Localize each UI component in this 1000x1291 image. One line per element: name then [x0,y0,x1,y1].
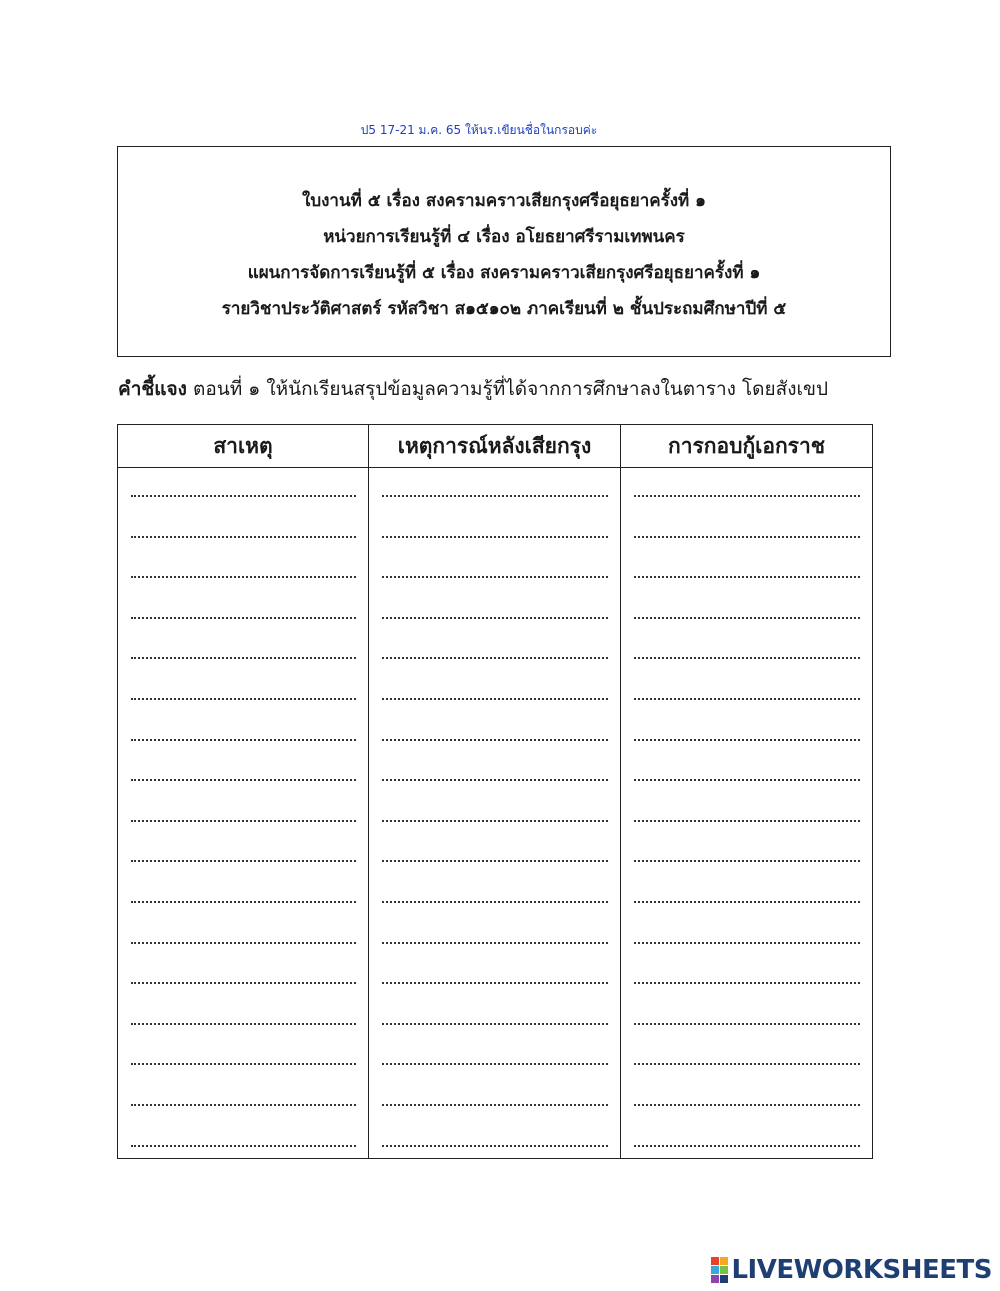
dotted-rule [634,942,860,944]
dotted-rule [634,657,860,659]
dotted-answer-line[interactable] [118,671,368,712]
dotted-answer-line[interactable] [369,915,620,956]
dotted-answer-line[interactable] [621,833,872,874]
dotted-rule [382,495,608,497]
dotted-answer-line[interactable] [621,1077,872,1118]
dotted-answer-line[interactable] [118,874,368,915]
dotted-rule [382,1023,608,1025]
dotted-answer-line[interactable] [621,671,872,712]
dotted-answer-line[interactable] [369,590,620,631]
dotted-answer-line[interactable] [369,509,620,550]
column-header-independence: การกอบกู้เอกราช [621,425,873,468]
dotted-rule [634,1145,860,1147]
dotted-rule [382,820,608,822]
dotted-answer-line[interactable] [369,1036,620,1077]
instruction-label: คำชี้แจง [118,378,187,400]
dotted-rule [382,617,608,619]
logo-block [720,1266,728,1274]
dotted-rule [634,1023,860,1025]
dotted-rule [131,617,356,619]
dotted-answer-line[interactable] [118,468,368,509]
dotted-answer-line[interactable] [621,549,872,590]
instruction [118,374,828,404]
dotted-rule [634,1104,860,1106]
column-header-events: เหตุการณ์หลังเสียกรุง [369,425,621,468]
dotted-answer-line[interactable] [621,590,872,631]
logo-icon [711,1257,728,1283]
dotted-rule [634,698,860,700]
dotted-rule [131,698,356,700]
dotted-rule [131,860,356,862]
dotted-answer-line[interactable] [118,996,368,1037]
dotted-rule [131,1104,356,1106]
worksheet-title-box [117,146,891,357]
worksheet-title: ใบงานที่ ๕ เรื่อง สงครามคราวเสียกรุงศรีอยุธยาครั้งที่ ๑ [302,191,706,211]
dotted-rule [131,1023,356,1025]
dotted-answer-line[interactable] [621,468,872,509]
dotted-rule [634,982,860,984]
dotted-answer-line[interactable] [621,874,872,915]
dotted-rule [382,779,608,781]
events-answer-column[interactable] [369,468,621,1159]
answer-table [117,424,873,1159]
dotted-rule [382,698,608,700]
dotted-answer-line[interactable] [118,955,368,996]
dotted-rule [382,860,608,862]
dotted-rule [382,1104,608,1106]
dotted-rule [131,982,356,984]
dotted-rule [131,576,356,578]
dotted-answer-line[interactable] [369,752,620,793]
dotted-answer-line[interactable] [118,1077,368,1118]
dotted-rule [634,739,860,741]
column-header-causes: สาเหตุ [118,425,369,468]
dotted-answer-line[interactable] [621,630,872,671]
dotted-answer-line[interactable] [369,630,620,671]
learning-unit-line: หน่วยการเรียนรู้ที่ ๔ เรื่อง อโยธยาศรีรามเทพนคร [323,227,685,247]
dotted-rule [382,739,608,741]
logo-text: LIVEWORKSHEETS [731,1255,992,1285]
lesson-plan-line: แผนการจัดการเรียนรู้ที่ ๕ เรื่อง สงครามคราวเสียกรุงศรีอยุธยาครั้งที่ ๑ [247,263,761,283]
dotted-answer-line[interactable] [621,509,872,550]
dotted-answer-line[interactable] [369,1077,620,1118]
dotted-answer-line[interactable] [369,1118,620,1159]
dotted-answer-line[interactable] [621,793,872,834]
logo-block [711,1266,719,1274]
dotted-answer-line[interactable] [621,1036,872,1077]
dotted-answer-line[interactable] [369,671,620,712]
dotted-rule [634,860,860,862]
dotted-rule [131,536,356,538]
dotted-rule [634,820,860,822]
dotted-rule [382,1063,608,1065]
dotted-rule [634,536,860,538]
dotted-rule [131,739,356,741]
dotted-answer-line[interactable] [118,752,368,793]
dotted-rule [131,901,356,903]
dotted-answer-line[interactable] [621,712,872,753]
dotted-answer-line[interactable] [369,955,620,996]
dotted-answer-line[interactable] [118,793,368,834]
dotted-rule [131,1063,356,1065]
liveworksheets-logo [711,1255,992,1285]
dotted-answer-line[interactable] [118,590,368,631]
dotted-rule [634,495,860,497]
dotted-answer-line[interactable] [369,874,620,915]
dotted-rule [382,536,608,538]
dotted-rule [634,1063,860,1065]
dotted-answer-line[interactable] [118,915,368,956]
dotted-rule [382,901,608,903]
dotted-rule [131,779,356,781]
causes-answer-column[interactable] [118,468,369,1159]
dotted-rule [131,1145,356,1147]
dotted-answer-line[interactable] [621,1118,872,1159]
dotted-answer-line[interactable] [118,509,368,550]
dotted-answer-line[interactable] [369,996,620,1037]
dotted-answer-line[interactable] [118,833,368,874]
logo-block [720,1257,728,1265]
dotted-rule [382,982,608,984]
dotted-rule [131,657,356,659]
assignment-note: ป5 17-21 ม.ค. 65 ให้นร.เขียนชื่อในกรอบค่ะ [360,123,598,137]
logo-block [720,1275,728,1283]
logo-block [711,1257,719,1265]
independence-answer-column[interactable] [621,468,873,1159]
dotted-rule [131,820,356,822]
course-info-line: รายวิชาประวัติศาสตร์ รหัสวิชา ส๑๕๑๐๒ ภาคเรียนที่ ๒ ชั้นประถมศึกษาปีที่ ๕ [221,299,787,319]
dotted-rule [634,617,860,619]
dotted-answer-line[interactable] [118,549,368,590]
dotted-answer-line[interactable] [118,712,368,753]
dotted-answer-line[interactable] [369,793,620,834]
dotted-rule [634,576,860,578]
dotted-rule [382,657,608,659]
dotted-rule [634,779,860,781]
dotted-answer-line[interactable] [369,712,620,753]
dotted-answer-line[interactable] [621,915,872,956]
dotted-answer-line[interactable] [621,752,872,793]
dotted-rule [382,942,608,944]
dotted-answer-line[interactable] [118,1036,368,1077]
dotted-rule [382,576,608,578]
dotted-rule [131,942,356,944]
dotted-rule [382,1145,608,1147]
dotted-rule [131,495,356,497]
instruction-text: ตอนที่ ๑ ให้นักเรียนสรุปข้อมูลความรู้ที่ได้จากการศึกษาลงในตาราง โดยสังเขป [186,378,829,400]
dotted-answer-line[interactable] [621,996,872,1037]
dotted-answer-line[interactable] [621,955,872,996]
dotted-answer-line[interactable] [118,1118,368,1159]
dotted-answer-line[interactable] [369,468,620,509]
dotted-answer-line[interactable] [118,630,368,671]
logo-block [711,1275,719,1283]
dotted-rule [634,901,860,903]
dotted-answer-line[interactable] [369,549,620,590]
dotted-answer-line[interactable] [369,833,620,874]
